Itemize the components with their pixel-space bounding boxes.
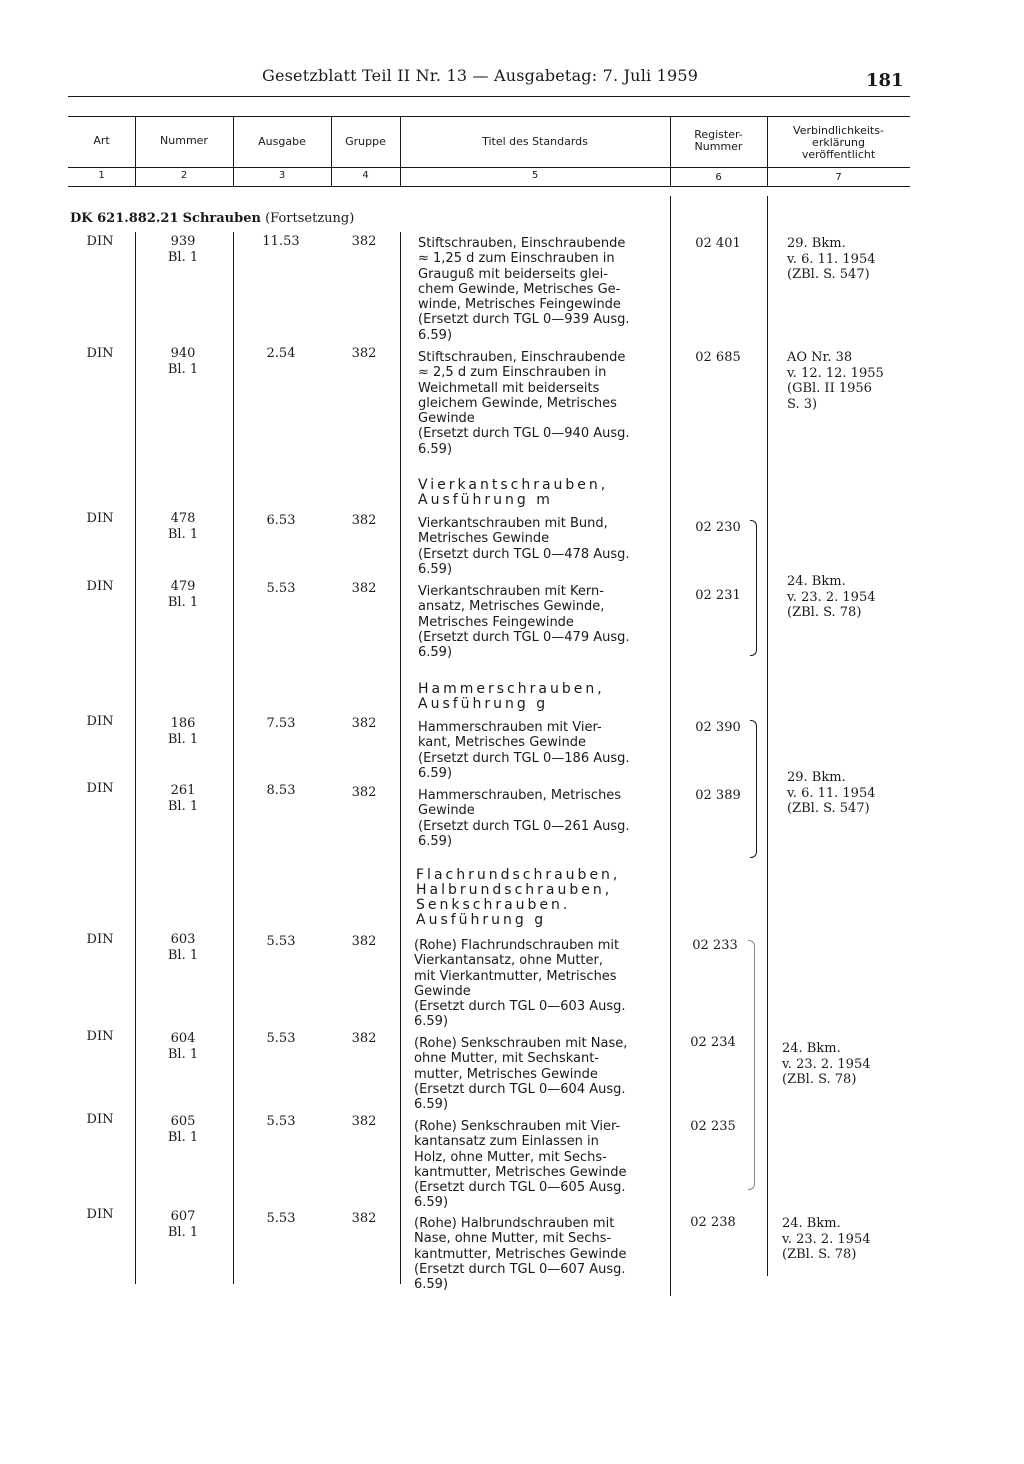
colnum-7: 7 xyxy=(835,172,842,183)
colnum-4: 4 xyxy=(362,170,369,181)
section-heading xyxy=(70,211,354,226)
row-gruppe: 382 xyxy=(351,346,377,361)
row-verbindlichkeit: 29. Bkm. v. 6. 11. 1954 (ZBl. S. 547) xyxy=(787,236,876,282)
header-rule xyxy=(68,96,910,97)
row-gruppe: 382 xyxy=(351,934,377,949)
row-nummer: 186 Bl. 1 xyxy=(167,716,199,747)
row-art: DIN xyxy=(86,234,114,249)
row-art: DIN xyxy=(86,932,114,947)
colnum-2: 2 xyxy=(180,170,188,181)
row-titel: (Rohe) Senkschrauben mit Vier- kantansatz zum Einlassen in Holz, ohne Mutter, mit Sechs- kantmutter, Metrisches Gewinde (Ersetzt durch TGL 0—605 Ausg. 6.59) xyxy=(414,1119,627,1211)
row-gruppe: 382 xyxy=(351,581,377,596)
row-ausgabe: 7.53 xyxy=(266,716,296,731)
row-gruppe: 382 xyxy=(351,1114,377,1129)
page-header-title: Gesetzblatt Teil II Nr. 13 — Ausgabetag: 7. Juli 1959 xyxy=(262,66,699,85)
row-register: 02 401 xyxy=(695,236,741,251)
row-ausgabe: 5.53 xyxy=(266,934,296,949)
row-ausgabe: 5.53 xyxy=(266,1031,296,1046)
group-heading-flachrund: Flachrundschrauben, Halbrundschrauben, Senkschrauben. Ausführung g xyxy=(416,867,621,928)
row-verbindlichkeit: AO Nr. 38 v. 12. 12. 1955 (GBl. II 1956 S. 3) xyxy=(787,350,884,412)
row-art: DIN xyxy=(86,1112,114,1127)
row-register: 02 235 xyxy=(690,1119,736,1134)
row-verbindlichkeit: 24. Bkm. v. 23. 2. 1954 (ZBl. S. 78) xyxy=(782,1041,871,1087)
colnum-rule xyxy=(68,186,910,187)
row-verbindlichkeit: 24. Bkm. v. 23. 2. 1954 (ZBl. S. 78) xyxy=(787,574,876,620)
row-art: DIN xyxy=(86,781,114,796)
row-gruppe: 382 xyxy=(351,1211,377,1226)
colnum-3: 3 xyxy=(278,170,286,181)
colhead-titel: Titel des Standards xyxy=(482,135,588,148)
section-suffix: (Fortsetzung) xyxy=(265,211,355,226)
group-heading-vierkant: Vierkantschrauben, Ausführung m xyxy=(418,477,609,508)
row-nummer: 604 Bl. 1 xyxy=(167,1031,199,1062)
row-ausgabe: 8.53 xyxy=(266,783,296,798)
row-gruppe: 382 xyxy=(351,1031,377,1046)
row-register: 02 389 xyxy=(695,788,741,803)
row-art: DIN xyxy=(86,579,114,594)
row-gruppe: 382 xyxy=(351,716,377,731)
row-art: DIN xyxy=(86,346,114,361)
colhead-nummer: Nummer xyxy=(160,134,208,147)
row-art: DIN xyxy=(86,714,114,729)
row-verbindlichkeit: 29. Bkm. v. 6. 11. 1954 (ZBl. S. 547) xyxy=(787,770,876,816)
colhead-art: Art xyxy=(93,134,110,147)
row-titel: Hammerschrauben mit Vier- kant, Metrisches Gewinde (Ersetzt durch TGL 0—186 Ausg. 6.59) xyxy=(418,720,630,781)
body-sep-6 xyxy=(767,196,768,1276)
row-ausgabe: 5.53 xyxy=(266,1211,296,1226)
row-register: 02 230 xyxy=(695,520,741,535)
row-titel: (Rohe) Flachrundschrauben mit Vierkantansatz, ohne Mutter, mit Vierkantmutter, Metrisches Gewinde (Ersetzt durch TGL 0—603 Ausg. 6.59) xyxy=(414,938,626,1030)
row-nummer: 940 Bl. 1 xyxy=(167,346,199,377)
row-art: DIN xyxy=(86,1029,114,1044)
row-nummer: 939 Bl. 1 xyxy=(167,234,199,265)
row-register: 02 685 xyxy=(695,350,741,365)
row-art: DIN xyxy=(86,511,114,526)
row-ausgabe: 5.53 xyxy=(266,581,296,596)
colhead-ausgabe: Ausgabe xyxy=(258,135,306,148)
row-register: 02 234 xyxy=(690,1035,736,1050)
row-gruppe: 382 xyxy=(351,234,377,249)
section-prefix: DK 621.882.21 xyxy=(70,211,179,226)
row-register: 02 231 xyxy=(695,588,741,603)
row-ausgabe: 6.53 xyxy=(266,513,296,528)
row-register: 02 233 xyxy=(692,938,738,953)
row-titel: Vierkantschrauben mit Kern- ansatz, Metrisches Gewinde, Metrisches Feingewinde (Ersetzt durch TGL 0—479 Ausg. 6.59) xyxy=(418,584,630,661)
row-nummer: 605 Bl. 1 xyxy=(167,1114,199,1145)
row-gruppe: 382 xyxy=(351,513,377,528)
row-ausgabe: 11.53 xyxy=(262,234,300,249)
section-name: Schrauben xyxy=(182,211,261,226)
row-nummer: 607 Bl. 1 xyxy=(167,1209,199,1240)
colhead-register: Register- Nummer xyxy=(694,128,743,153)
row-nummer: 603 Bl. 1 xyxy=(167,932,199,963)
colhead-rule xyxy=(68,167,910,168)
row-ausgabe: 5.53 xyxy=(266,1114,296,1129)
row-titel: Stiftschrauben, Einschraubende ≈ 1,25 d zum Einschrauben in Grauguß mit beiderseits glei- chem Gewinde, Metrisches Ge- winde, Metrisches Feingewinde (Ersetzt durch TGL 0—939 Ausg. 6.59) xyxy=(418,236,630,343)
row-nummer: 478 Bl. 1 xyxy=(167,511,199,542)
row-art: DIN xyxy=(86,1207,114,1222)
row-gruppe: 382 xyxy=(351,785,377,800)
colhead-verbindlichkeit: Verbindlichkeits- erklärung veröffentlicht xyxy=(793,124,884,161)
row-titel: (Rohe) Halbrundschrauben mit Nase, ohne Mutter, mit Sechs- kantmutter, Metrisches Gewinde (Ersetzt durch TGL 0—607 Ausg. 6.59) xyxy=(414,1216,627,1293)
row-titel: (Rohe) Senkschrauben mit Nase, ohne Mutter, mit Sechskant- mutter, Metrisches Gewinde (Ersetzt durch TGL 0—604 Ausg. 6.59) xyxy=(414,1036,628,1113)
row-titel: Stiftschrauben, Einschraubende ≈ 2,5 d zum Einschrauben in Weichmetall mit beiderseits gleichem Gewinde, Metrisches Gewinde (Ersetzt durch TGL 0—940 Ausg. 6.59) xyxy=(418,350,630,457)
row-ausgabe: 2.54 xyxy=(266,346,296,361)
row-verbindlichkeit: 24. Bkm. v. 23. 2. 1954 (ZBl. S. 78) xyxy=(782,1216,871,1262)
page-number: 181 xyxy=(866,70,904,91)
row-register: 02 390 xyxy=(695,720,741,735)
row-nummer: 479 Bl. 1 xyxy=(167,579,199,610)
colnum-5: 5 xyxy=(531,170,539,181)
row-nummer: 261 Bl. 1 xyxy=(167,783,199,814)
group-brace xyxy=(750,520,757,656)
row-titel: Hammerschrauben, Metrisches Gewinde (Ersetzt durch TGL 0—261 Ausg. 6.59) xyxy=(418,788,630,849)
row-register: 02 238 xyxy=(690,1215,736,1230)
group-brace xyxy=(750,720,757,858)
table-top-rule xyxy=(68,116,910,117)
group-brace xyxy=(748,940,755,1190)
colnum-1: 1 xyxy=(98,170,105,181)
group-heading-hammer: Hammerschrauben, Ausführung g xyxy=(418,681,605,712)
colhead-gruppe: Gruppe xyxy=(345,135,386,148)
colnum-6: 6 xyxy=(715,172,722,183)
body-sep-4 xyxy=(400,232,401,1284)
row-titel: Vierkantschrauben mit Bund, Metrisches Gewinde (Ersetzt durch TGL 0—478 Ausg. 6.59) xyxy=(418,516,630,577)
